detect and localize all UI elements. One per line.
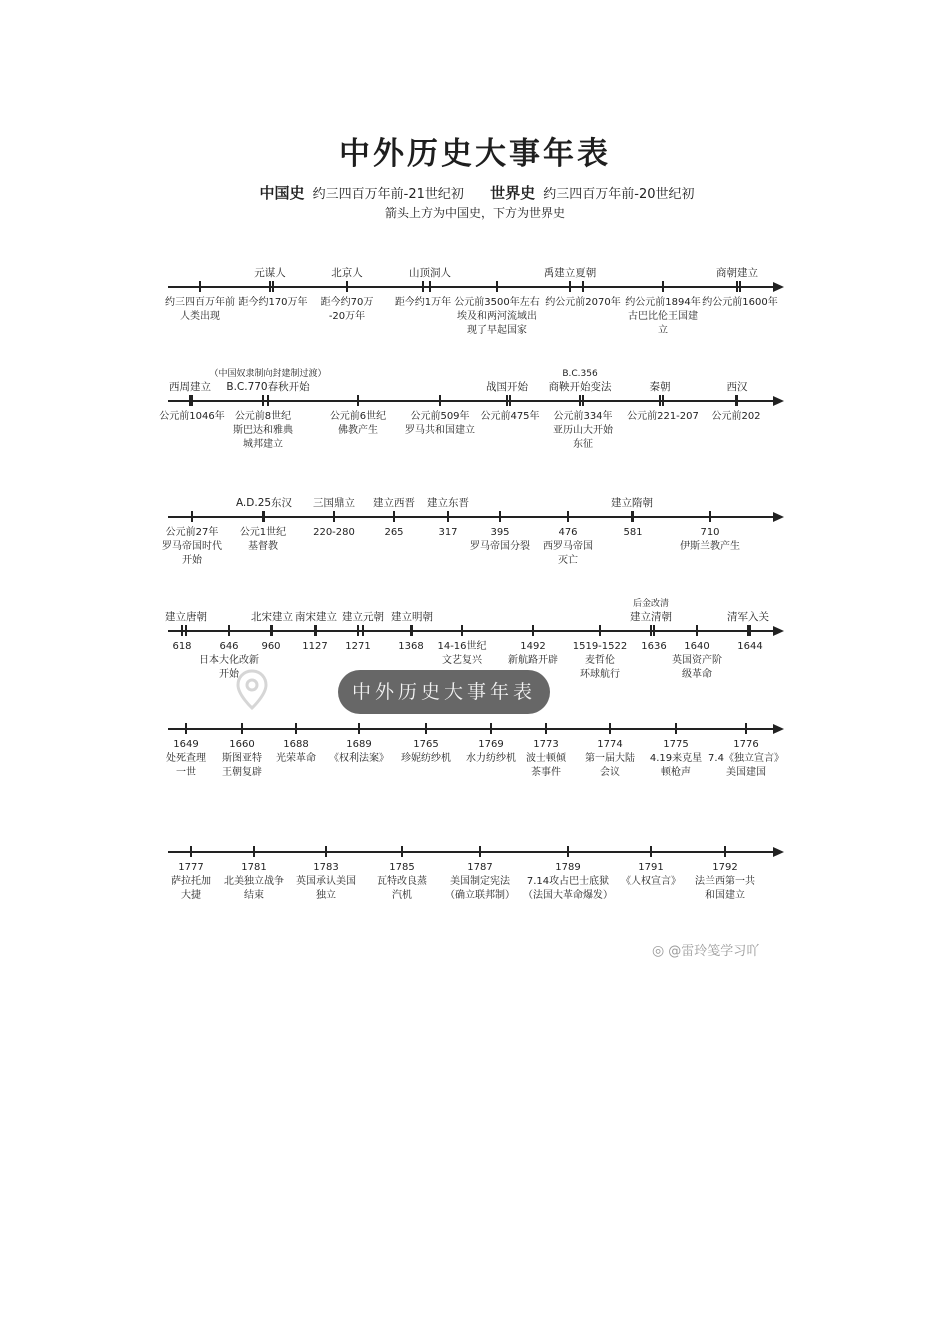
world-event-label: 618	[172, 641, 192, 652]
world-event-label: 法兰西第一共	[695, 876, 755, 887]
china-event-label: 三国鼎立	[313, 497, 355, 509]
china-event-label: 禹建立夏朝	[543, 267, 597, 279]
world-event-label: 瓦特改良蒸	[377, 876, 427, 887]
world-event-label: 茶事件	[531, 767, 561, 778]
china-event-label: 建立唐朝	[165, 611, 207, 623]
china-event-label: 商鞅开始变法	[548, 381, 612, 393]
world-event-label: 1781	[241, 862, 267, 873]
world-event-label: 960	[261, 641, 281, 652]
world-event-label: 水力纺纱机	[466, 753, 516, 764]
world-event-label: 级革命	[682, 669, 712, 680]
world-event-label: 萨拉托加	[171, 876, 211, 887]
world-event-label: 1640	[684, 641, 710, 652]
world-event-label: 公元前202	[711, 411, 761, 422]
watermark-banner: 中外历史大事年表	[338, 670, 550, 714]
page-title: 中外历史大事年表	[339, 136, 611, 172]
world-event-label: 人类出现	[180, 311, 220, 322]
world-event-label: 约公元前1600年	[702, 297, 778, 308]
world-event-label: 1644	[737, 641, 763, 652]
world-event-label: 埃及和两河流域出	[457, 311, 537, 322]
world-event-label: 处死查理	[166, 753, 206, 764]
world-event-label: 1636	[641, 641, 667, 652]
world-event-label: 光荣革命	[276, 753, 316, 764]
world-event-label: 1649	[173, 739, 199, 750]
weibo-icon: ◎	[652, 943, 665, 959]
weibo-handle: @雷玲笺学习吖	[668, 944, 760, 959]
world-event-label: 公元前221-207	[627, 411, 699, 422]
world-event-label: 顿枪声	[661, 767, 691, 778]
arrow-head-icon	[773, 512, 784, 522]
timeline-row	[159, 367, 784, 450]
world-event-label: 1368	[398, 641, 424, 652]
china-event-label: 建立清朝	[630, 611, 672, 623]
china-event-label: 西汉	[726, 381, 748, 393]
china-event-label: B.C.356	[562, 369, 598, 379]
world-event-label: 东征	[573, 439, 593, 450]
world-event-label: 美国建国	[726, 767, 766, 778]
world-event-label: 公元前475年	[480, 411, 540, 422]
china-event-label: 清军入关	[727, 611, 769, 623]
world-event-label: 北美独立战争	[224, 876, 284, 887]
world-event-label: 珍妮纺纱机	[401, 753, 451, 764]
world-event-label: 美国制定宪法	[450, 876, 510, 887]
timeline-row	[166, 723, 784, 778]
world-event-label: -20万年	[328, 311, 366, 322]
arrow-head-icon	[773, 626, 784, 636]
china-event-label: 商朝建立	[716, 267, 758, 279]
arrow-head-icon	[773, 282, 784, 292]
world-event-label: 公元前1046年	[159, 411, 225, 422]
world-event-label: 1271	[345, 641, 371, 652]
world-event-label: 第一届大陆	[585, 753, 635, 764]
world-event-label: 立	[658, 325, 668, 336]
china-history-label: 中国史	[259, 184, 305, 202]
china-history-range: 约三四百万年前-21世纪初	[312, 187, 464, 202]
world-event-label: 公元前27年	[165, 527, 219, 538]
weibo-watermark	[652, 940, 759, 959]
arrow-head-icon	[773, 847, 784, 857]
world-event-label: 公元前334年	[553, 411, 613, 422]
world-event-label: 开始	[219, 669, 239, 680]
china-event-label: 建立西晋	[373, 497, 415, 509]
china-event-label: A.D.25东汉	[235, 497, 293, 509]
world-event-label: 佛教产生	[338, 425, 378, 436]
world-event-label: 公元前3500年左右	[454, 297, 540, 308]
world-event-label: 罗马帝国分裂	[470, 541, 530, 552]
world-event-label: 独立	[316, 890, 336, 901]
world-event-label: 1792	[712, 862, 738, 873]
world-event-label: 317	[438, 527, 458, 538]
world-event-label: 波士顿倾	[526, 753, 566, 764]
world-event-label: 1776	[733, 739, 759, 750]
arrow-head-icon	[773, 724, 784, 734]
world-event-label: 王朝复辟	[222, 767, 262, 778]
world-event-label: 1775	[663, 739, 689, 750]
world-event-label: 一世	[176, 767, 196, 778]
world-event-label: 古巴比伦王国建	[628, 311, 698, 322]
world-event-label: 1777	[178, 862, 204, 873]
world-event-label: 距今约1万年	[394, 297, 452, 308]
china-event-label: 后金改清	[632, 599, 670, 609]
world-event-label: 1660	[229, 739, 255, 750]
location-pin-icon	[234, 668, 270, 712]
timeline-row	[168, 846, 784, 901]
china-event-label: （中国奴隶制向封建制过渡）	[209, 369, 327, 379]
china-event-label: 元谋人	[254, 267, 286, 279]
world-event-label: 距今约170万年	[238, 297, 308, 308]
world-history-label: 世界史	[490, 184, 536, 202]
world-event-label: （法国大革命爆发）	[523, 890, 613, 901]
world-event-label: 日本大化改新	[199, 655, 259, 666]
world-event-label: 斯巴达和雅典	[233, 425, 293, 436]
world-event-label: 646	[219, 641, 239, 652]
world-event-label: 1789	[555, 862, 581, 873]
china-event-label: 战国开始	[486, 381, 528, 393]
world-history-range: 约三四百万年前-20世纪初	[543, 187, 695, 202]
china-event-label: 建立明朝	[391, 611, 433, 623]
world-event-label: 罗马共和国建立	[405, 425, 475, 436]
china-event-label: 北宋建立	[251, 611, 293, 623]
world-event-label: 1791	[638, 862, 664, 873]
world-event-label: 1787	[467, 862, 493, 873]
world-event-label: 基督教	[248, 541, 278, 552]
world-event-label: 约公元前2070年	[545, 297, 621, 308]
world-event-label: 英国资产阶	[672, 655, 722, 666]
world-event-label: 《权利法案》	[329, 753, 389, 764]
china-event-label: 西周建立	[169, 381, 211, 393]
world-event-label: 灭亡	[558, 555, 578, 566]
world-event-label: 距今约70万	[320, 297, 374, 308]
world-event-label: 1785	[389, 862, 415, 873]
world-event-label: 和国建立	[705, 890, 745, 901]
world-event-label: 710	[700, 527, 720, 538]
world-event-label: 公元前8世纪	[234, 411, 292, 422]
world-event-label: 1765	[413, 739, 439, 750]
china-event-label: 建立元朝	[342, 611, 384, 623]
arrow-head-icon	[773, 396, 784, 406]
china-event-label: 建立隋朝	[611, 497, 653, 509]
world-event-label: 约公元前1894年	[625, 297, 701, 308]
world-event-label: 结束	[244, 890, 264, 901]
world-event-label: 大捷	[181, 890, 201, 901]
world-event-label: 城邦建立	[243, 439, 283, 450]
reading-note: 箭头上方为中国史，下方为世界史	[384, 206, 565, 220]
world-event-label: 1689	[346, 739, 372, 750]
world-event-label: 英国承认美国	[296, 876, 356, 887]
world-event-label: 斯图亚特	[222, 753, 262, 764]
world-event-label: 7.4《独立宣言》	[708, 753, 784, 764]
world-event-label: 公元前509年	[410, 411, 470, 422]
world-event-label: 文艺复兴	[442, 655, 482, 666]
timeline-row	[165, 266, 784, 336]
world-event-label: 1774	[597, 739, 623, 750]
world-event-label: 1127	[302, 641, 328, 652]
world-event-label: 会议	[600, 767, 620, 778]
world-event-label: 约三四百万年前	[165, 297, 235, 308]
world-event-label: 汽机	[392, 890, 412, 901]
china-event-label: 建立东晋	[427, 497, 469, 509]
world-event-label: 亚历山大开始	[553, 425, 613, 436]
timeline-row	[162, 496, 784, 566]
world-event-label: 1492	[520, 641, 546, 652]
world-event-label: 220-280	[313, 527, 355, 538]
world-event-label: 伊斯兰教产生	[680, 541, 740, 552]
world-event-label: 新航路开辟	[508, 655, 558, 666]
china-event-label: 北京人	[331, 267, 363, 279]
world-event-label: （确立联邦制）	[445, 890, 515, 901]
world-event-label: 476	[558, 527, 578, 538]
world-event-label: 1519-1522	[572, 641, 628, 652]
world-event-label: 581	[623, 527, 643, 538]
world-event-label: 西罗马帝国	[543, 541, 593, 552]
world-event-label: 4.19来克星	[649, 753, 703, 764]
world-event-label: 麦哲伦	[585, 655, 615, 666]
china-event-label: B.C.770春秋开始	[226, 381, 310, 393]
world-event-label: 265	[384, 527, 404, 538]
world-event-label: 1773	[533, 739, 559, 750]
world-event-label: 现了早起国家	[467, 325, 527, 336]
china-event-label: 山顶洞人	[409, 267, 451, 279]
world-event-label: 罗马帝国时代	[162, 541, 222, 552]
world-event-label: 1783	[313, 862, 339, 873]
world-event-label: 7.14攻占巴士底狱	[526, 876, 610, 887]
world-event-label: 公元1世纪	[239, 527, 287, 538]
world-event-label: 14-16世纪	[437, 641, 487, 652]
world-event-label: 《人权宣言》	[621, 876, 681, 887]
china-event-label: 秦朝	[649, 381, 671, 393]
world-event-label: 环球航行	[580, 669, 620, 680]
world-event-label: 1688	[283, 739, 309, 750]
world-event-label: 开始	[182, 555, 202, 566]
world-event-label: 公元前6世纪	[329, 411, 387, 422]
world-event-label: 395	[490, 527, 510, 538]
world-event-label: 1769	[478, 739, 504, 750]
china-event-label: 南宋建立	[295, 611, 337, 623]
